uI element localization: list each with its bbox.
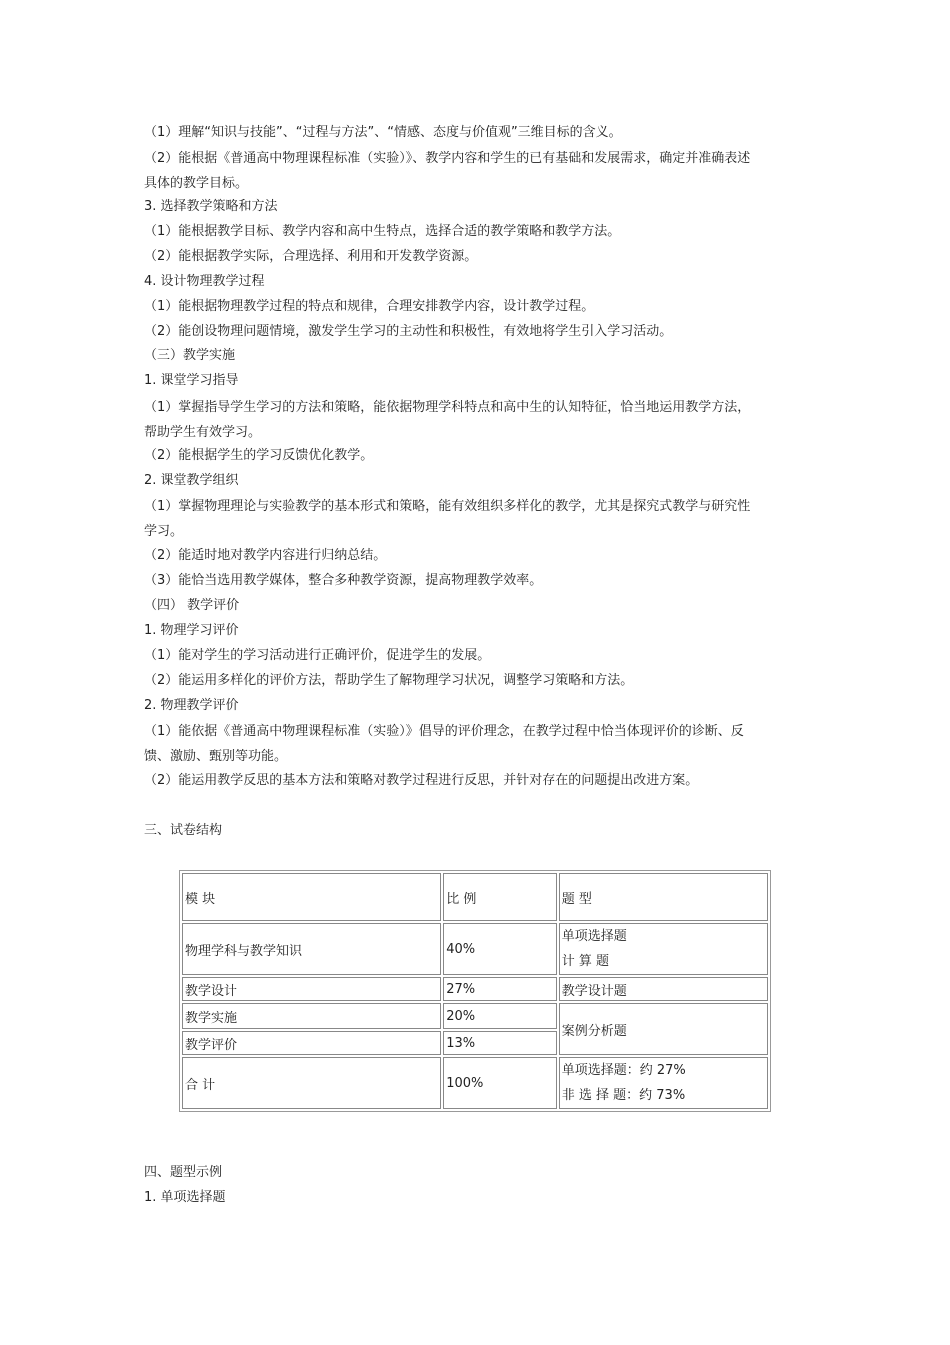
cell-ratio: 20% bbox=[443, 1003, 557, 1029]
section4-title: 四、题型示例 bbox=[144, 1165, 223, 1180]
cell-module: 合 计 bbox=[182, 1057, 441, 1109]
cell-type: 单项选择题：约 27% 非 选 择 题：约 73% bbox=[559, 1057, 768, 1109]
paragraph-line: （2）能根据教学实际，合理选择、利用和开发教学资源。 bbox=[144, 249, 478, 264]
cell-module: 教学设计 bbox=[182, 977, 441, 1001]
cell-ratio: 100% bbox=[443, 1057, 557, 1109]
table-row bbox=[182, 977, 768, 1001]
cell-type: 单项选择题 计 算 题 bbox=[559, 923, 768, 975]
header-module: 模 块 bbox=[182, 873, 441, 921]
cell-module: 物理学科与教学知识 bbox=[182, 923, 441, 975]
paragraph-line: （2）能创设物理问题情境，激发学生学习的主动性和积极性，有效地将学生引入学习活动。 bbox=[144, 324, 673, 339]
section3-title: 三、试卷结构 bbox=[144, 823, 223, 838]
paragraph-line: （2）能适时地对教学内容进行归纳总结。 bbox=[144, 548, 387, 563]
table-header-row bbox=[182, 873, 768, 921]
subsection-heading: 4. 设计物理教学过程 bbox=[144, 274, 265, 289]
paragraph-line: （2）能运用多样化的评价方法，帮助学生了解物理学习状况，调整学习策略和方法。 bbox=[144, 673, 634, 688]
paragraph-line: （1）能对学生的学习活动进行正确评价，促进学生的发展。 bbox=[144, 648, 491, 663]
subsection-heading: 1. 课堂学习指导 bbox=[144, 373, 239, 388]
paragraph-line: （1）能根据物理教学过程的特点和规律，合理安排教学内容，设计教学过程。 bbox=[144, 299, 595, 314]
cell-ratio: 40% bbox=[443, 923, 557, 975]
paragraph-line: （2）能根据学生的学习反馈优化教学。 bbox=[144, 448, 374, 463]
paragraph-line: （1）掌握物理理论与实验教学的基本形式和策略，能有效组织多样化的教学，尤其是探究式教学与研究性学习。 bbox=[144, 499, 751, 539]
subsection-heading: 2. 物理教学评价 bbox=[144, 698, 239, 713]
paragraph-line: （1）理解“知识与技能”、“过程与方法”、“情感、态度与价值观”三维目标的含义。 bbox=[144, 125, 622, 140]
section-heading: （四） 教学评价 bbox=[144, 598, 240, 613]
cell-type: 教学设计题 bbox=[559, 977, 768, 1001]
table-row bbox=[182, 1003, 768, 1029]
paragraph-line: （1）能根据教学目标、教学内容和高中生特点，选择合适的教学策略和教学方法。 bbox=[144, 224, 621, 239]
section-heading: （三）教学实施 bbox=[144, 348, 236, 363]
cell-ratio: 27% bbox=[443, 977, 557, 1001]
cell-module: 教学评价 bbox=[182, 1031, 441, 1055]
subsection-heading: 1. 单项选择题 bbox=[144, 1190, 226, 1205]
paragraph-line: （2）能运用教学反思的基本方法和策略对教学过程进行反思，并针对存在的问题提出改进方案。 bbox=[144, 773, 699, 788]
header-type: 题 型 bbox=[559, 873, 768, 921]
header-ratio: 比 例 bbox=[443, 873, 557, 921]
subsection-heading: 3. 选择教学策略和方法 bbox=[144, 199, 278, 214]
subsection-heading: 1. 物理学习评价 bbox=[144, 623, 239, 638]
table-row bbox=[182, 923, 768, 975]
subsection-heading: 2. 课堂教学组织 bbox=[144, 473, 239, 488]
cell-type: 案例分析题 bbox=[559, 1003, 768, 1055]
cell-module: 教学实施 bbox=[182, 1003, 441, 1029]
exam-structure-table bbox=[179, 870, 771, 1112]
paragraph-line: （1）掌握指导学生学习的方法和策略，能依据物理学科特点和高中生的认知特征，恰当地运用教学方法，帮助学生有效学习。 bbox=[144, 400, 751, 440]
paragraph-line: （1）能依据《普通高中物理课程标准（实验）》倡导的评价理念，在教学过程中恰当体现评价的诊断、反馈、激励、甄别等功能。 bbox=[144, 724, 744, 764]
paragraph-line: （2）能根据《普通高中物理课程标准（实验）》、教学内容和学生的已有基础和发展需求，确定并准确表述具体的教学目标。 bbox=[144, 151, 751, 191]
paragraph-line: （3）能恰当选用教学媒体，整合多种教学资源，提高物理教学效率。 bbox=[144, 573, 543, 588]
cell-ratio: 13% bbox=[443, 1031, 557, 1055]
table-total-row bbox=[182, 1057, 768, 1109]
